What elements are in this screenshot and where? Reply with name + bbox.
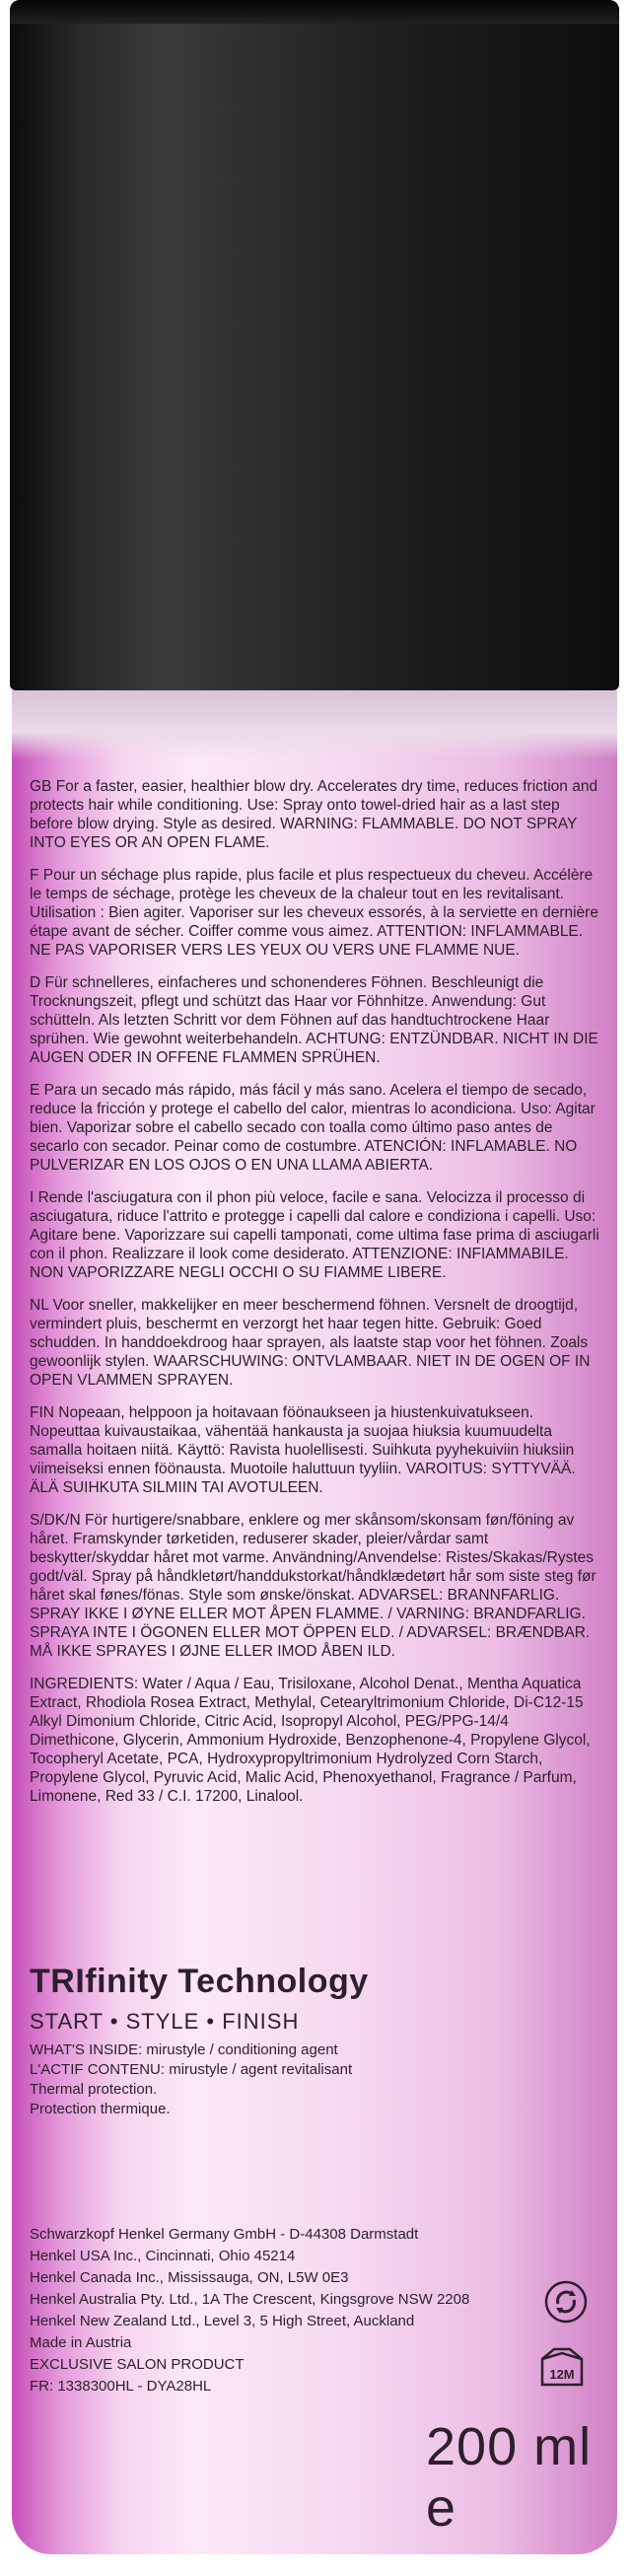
spray-bottle [10,0,619,2554]
technology-block [30,1963,582,2119]
claim-en: Thermal protection. [30,2081,158,2098]
actif-contenu: L'ACTIF CONTENU: mirustyle / agent revitalisant [30,2061,353,2078]
manufacturer-address [30,2224,523,2397]
address-line: Henkel Australia Pty. Ltd., 1A The Crescent, Kingsgrove NSW 2208 [30,2291,470,2308]
recycle-icon [544,2280,588,2324]
address-line: Henkel Canada Inc., Mississauga, ON, L5W 0E3 [30,2269,349,2286]
label-paragraph-gb: GB For a faster, easier, healthier blow dry. Accelerates dry time, reduces friction and protects hair while conditioning. Use: Spray onto towel-dried hair as a last step before blow drying. Style as desired. WARNING: FLAMMABLE. DO NOT SPRAY INTO EYES OR AN OPEN FLAME. [30,778,598,851]
address-line: Henkel New Zealand Ltd., Level 3, 5 High Street, Auckland [30,2313,415,2329]
label-paragraph-fr: F Pour un séchage plus rapide, plus facile et plus respectueux du cheveu. Accélère le temps de séchage, protège les cheveux de la chaleur tout en les revitalisant. Utilisation : Bien agiter. Vaporiser sur les cheveux essorés, à la serviette en dernière étape avant de sécher. Coiffer comme vous aimez. ATTENTION: INFLAMMABLE. NE PAS VAPORISER VERS LES YEUX OU VERS UNE FLAMME NUE. [30,867,598,959]
bottle-cap [10,0,619,690]
address-line: FR: 1338300HL - DYA28HL [30,2378,212,2395]
pao-label: 12M [549,2367,575,2382]
technology-steps: START • STYLE • FINISH [30,2009,300,2034]
label-paragraph-nordic: S/DK/N För hurtigere/snabbare, enklere og mer skånsom/skonsam føn/föning av håret. Framskynder tørketiden, reduserer skader, pleier/vårdar samt beskytter/skyddar håret mot varme. Användning/Anvendelse: Ristes/Skakas/Rystes godt/väl. Spray på håndkletørt/handdukstorkat/håndklædetørt hår som siste steg før håret skal fønes/fönas. Style som ønske/önskat. ADVARSEL: BRANNFARLIG. SPRAY IKKE I ØYNE ELLER MOT ÅPEN FLAMME. / VARNING: BRANDFARLIG. SPRAYA INTE I ÖGONEN ELLER MOT ÖPPEN ELD. / ADVARSEL: BRÆNDBAR. MÅ IKKE SPRAYES I ØJNE ELLER IMOD ÅBEN ILD. [30,1512,596,1660]
volume-label: 200 ml e [426,2417,593,2538]
bottle-body [12,690,617,2554]
claim-fr: Protection thermique. [30,2101,171,2117]
label-paragraph-nl: NL Voor sneller, makkelijker en meer beschermend föhnen. Versnelt de droogtijd, vermindert pluis, beschermt en verzorgt het haar tegen hitte. Gebruik: Goed schudden. In handdoekdroog haar sprayen, als laatste stap voor het föhnen. Zoals gewoonlijk stylen. WAARSCHUWING: ONTVLAMBAAR. NIET IN DE OGEN OF IN OPEN VLAMMEN SPRAYEN. [30,1297,591,1389]
address-line: Henkel USA Inc., Cincinnati, Ohio 45214 [30,2248,296,2264]
label-paragraph-it: I Rende l'asciugatura con il phon più veloce, facile e sana. Velocizza il processo di asciugatura, riduce l'attrito e protegge i capelli dal calore e condiziona i capelli. Uso: Agitare bene. Vaporizzare sui capelli tamponati, come ultima fase prima di asciugarli con il phon. Realizzare il look come desiderato. ATTENZIONE: INFIAMMABILE. NON VAPORIZZARE NEGLI OCCHI O SU FIAMME LIBERE. [30,1189,599,1281]
technology-title: TRIfinity Technology [30,1963,369,2000]
cap-rim [10,0,619,24]
label-paragraph-fin: FIN Nopeaan, helppoon ja hoitavaan föönaukseen ja hiustenkuivatukseen. Nopeuttaa kuivaustaikaa, vähentää hankausta ja suojaa hiuksia kuumuudelta samalla hoitaen niitä. Käyttö: Ravista huolellisesti. Suihkuta pyyhekuiviin hiuksiin viimeiseksi ennen föönausta. Muotoile haluttuun tyyliin. VAROITUS: SYTTYVÄÄ. ÄLÄ SUIHKUTA SILMIIN TAI AVOTULEEN. [30,1404,576,1496]
label-instructions [30,777,601,1820]
label-paragraph-de: D Für schnelleres, einfacheres und schonenderes Föhnen. Beschleunigt die Trocknungszeit, pflegt und schützt das Haar vor Föhnhitze. Anwendung: Gut schütteln. Als letzten Schritt vor dem Föhnen auf das handtuchtrockene Haar sprühen. Wie gewohnt weiterbehandeln. ACHTUNG: ENTZÜNDBAR. NICHT IN DIE AUGEN ODER IN OFFENE FLAMMEN SPRÜHEN. [30,974,598,1066]
period-after-opening-icon [536,2345,588,2393]
ingredients-list: INGREDIENTS: Water / Aqua / Eau, Trisiloxane, Alcohol Denat., Mentha Aquatica Extract, Rhodiola Rosea Extract, Methylal, Cetearyltrimonium Chloride, Di-C12-15 Alkyl Dimonium Chloride, Citric Acid, Isopropyl Alcohol, PEG/PPG-14/4 Dimethicone, Glycerin, Ammonium Hydroxide, Benzophenone-4, Propylene Glycol, Tocopheryl Acetate, PCA, Hydroxypropyltrimonium Hydrolyzed Corn Starch, Propylene Glycol, Pyruvic Acid, Malic Acid, Phenoxyethanol, Fragrance / Parfum, Limonene, Red 33 / C.I. 17200, Linalool. [30,1676,591,1805]
bottle-shoulder [12,690,617,759]
label-paragraph-es: E Para un secado más rápido, más fácil y más sano. Acelera el tiempo de secado, reduce la fricción y protege el cabello del calor, mientras lo acondiciona. Uso: Agitar bien. Vaporizar sobre el cabello secado con toalla como último paso antes de secarlo con secador. Peinar como de costumbre. ATENCIÓN: INFLAMABLE. NO PULVERIZAR EN LOS OJOS O EN UNA LLAMA ABIERTA. [30,1082,596,1174]
address-line: Schwarzkopf Henkel Germany GmbH - D-44308 Darmstadt [30,2226,419,2243]
whats-inside: WHAT'S INSIDE: mirustyle / conditioning agent [30,2041,338,2058]
address-line: Made in Austria [30,2334,132,2351]
address-line: EXCLUSIVE SALON PRODUCT [30,2356,245,2373]
